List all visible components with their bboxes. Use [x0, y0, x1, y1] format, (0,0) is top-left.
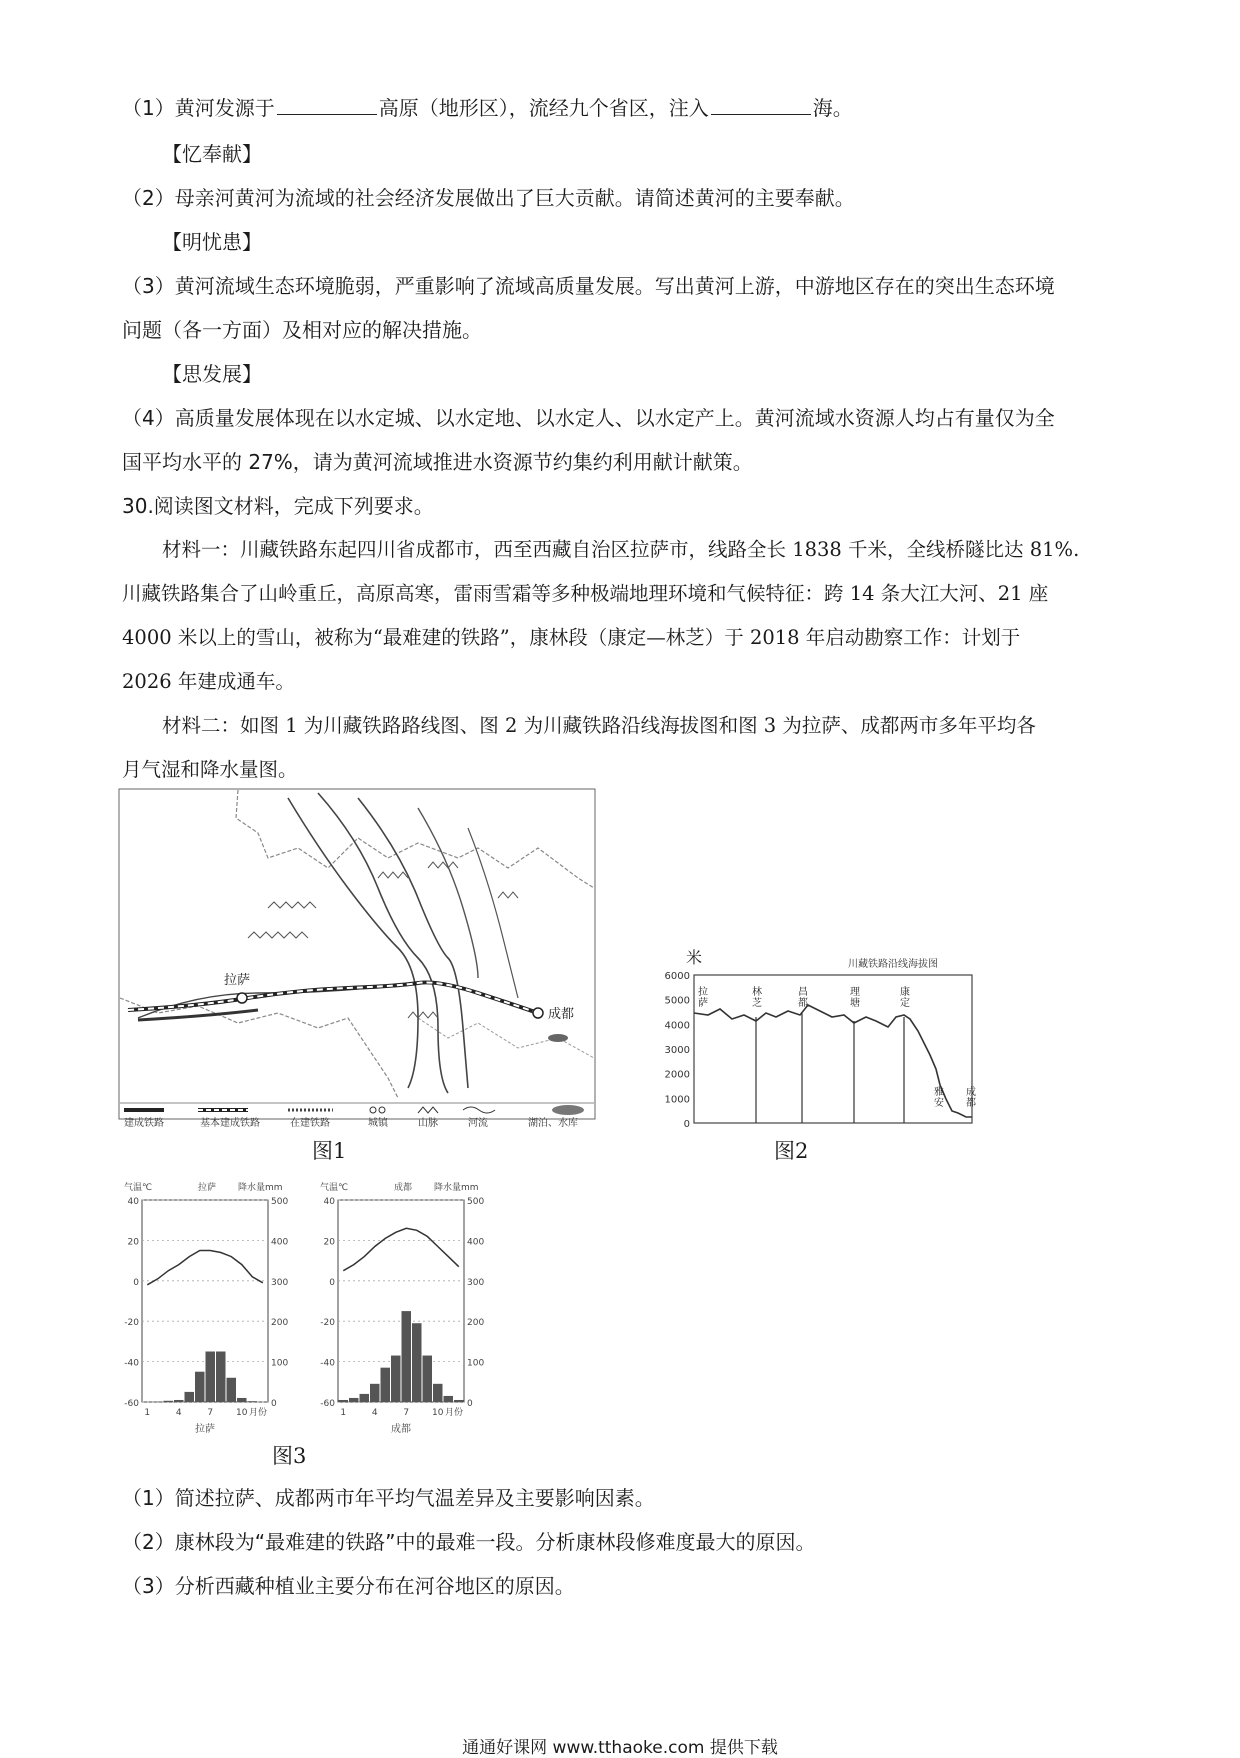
- lake-icon: [548, 1034, 568, 1042]
- temp-tick: -20: [320, 1318, 335, 1328]
- material2-line2: 月气湿和降水量图。: [122, 758, 1132, 782]
- precip-bar: [402, 1311, 412, 1402]
- station-label: 康定: [900, 985, 910, 1009]
- city-name-label: 成都: [394, 1181, 412, 1193]
- precip-tick: 400: [467, 1237, 484, 1247]
- elevation-profile-line: [694, 1005, 972, 1117]
- temp-tick: 40: [324, 1197, 336, 1207]
- month-tick: 月份: [445, 1406, 463, 1418]
- climate-chart-lhasa: [124, 1181, 288, 1435]
- material1-line1: 材料一：川藏铁路东起四川省成都市，西至西藏自治区拉萨市，线路全长 1838 千米，全线桥隧比达 81%.: [162, 538, 1172, 562]
- legend-label-under-construction: 在建铁路: [290, 1116, 330, 1129]
- figure2-caption: 图2: [774, 1135, 808, 1165]
- precip-bar: [216, 1352, 226, 1403]
- precip-bar: [248, 1401, 258, 1402]
- section-heading-contribution: 【忆奉献】: [162, 142, 1172, 166]
- material1-line2: 川藏铁路集合了山岭重丘，高原高寒，雷雨雪霜等多种极端地理环境和气候特征：跨 14 条大江大河、21 座: [122, 582, 1132, 606]
- precip-tick: 200: [271, 1318, 288, 1328]
- station-label: 林芝: [752, 985, 762, 1009]
- elevation-profile-chart: [648, 945, 988, 1135]
- station-label: 理塘: [850, 986, 860, 1009]
- precip-tick: 0: [271, 1399, 277, 1409]
- temp-tick: 0: [329, 1278, 335, 1288]
- city-name-label: 拉萨: [198, 1181, 216, 1193]
- section-heading-development: 【思发展】: [162, 362, 1172, 386]
- figure3-caption: 图3: [272, 1440, 306, 1470]
- precip-bar: [185, 1392, 195, 1402]
- temp-tick: -20: [124, 1318, 139, 1328]
- precip-tick: 400: [271, 1237, 288, 1247]
- elevation-y-tick: 6000: [665, 971, 690, 982]
- elevation-unit-label: 米: [686, 948, 702, 967]
- elevation-y-tick: 4000: [665, 1020, 690, 1031]
- precip-bar: [391, 1356, 401, 1402]
- legend-label-mountain: 山脉: [418, 1116, 438, 1129]
- elevation-y-tick: 5000: [665, 996, 690, 1007]
- q29-part2: （2）母亲河黄河为流域的社会经济发展做出了巨大贡献。请简述黄河的主要奉献。: [122, 186, 1132, 210]
- month-tick: 月份: [249, 1406, 267, 1418]
- q30-part2: （2）康林段为“最难建的铁路”中的最难一段。分析康林段修难度最大的原因。: [122, 1530, 1132, 1554]
- precip-bar: [206, 1352, 216, 1403]
- station-label: 雅安: [934, 1085, 944, 1109]
- temperature-line: [343, 1228, 459, 1270]
- precip-bar: [195, 1372, 205, 1402]
- station-label: 拉萨: [698, 985, 708, 1009]
- precip-bar: [454, 1400, 464, 1402]
- precip-bar: [164, 1401, 174, 1402]
- elevation-stations: [698, 985, 976, 1123]
- elevation-y-tick: 3000: [665, 1045, 690, 1056]
- month-tick: 1: [144, 1408, 150, 1418]
- temp-tick: -60: [320, 1399, 335, 1409]
- legend-label-nearly-built: 基本建成铁路: [200, 1116, 260, 1129]
- precip-bar: [381, 1368, 391, 1402]
- precip-axis-label: 降水量mm: [238, 1181, 283, 1193]
- precip-tick: 100: [271, 1359, 288, 1369]
- city-lhasa-label: 拉萨: [224, 972, 250, 988]
- temp-tick: -40: [320, 1359, 335, 1369]
- temp-tick: 20: [128, 1237, 140, 1247]
- q30-title: 30.阅读图文材料，完成下列要求。: [122, 494, 1132, 518]
- precip-bar: [227, 1378, 237, 1402]
- month-tick: 10: [432, 1408, 444, 1418]
- q29-part4-line2: 国平均水平的 27%，请为黄河流域推进水资源节约集约利用献计献策。: [122, 450, 1132, 474]
- q29-part4-line1: （4）高质量发展体现在以水定城、以水定地、以水定人、以水定产上。黄河流域水资源人均占有量仅为全: [122, 406, 1132, 430]
- precip-tick: 300: [271, 1278, 288, 1288]
- month-tick: 4: [372, 1408, 378, 1418]
- q29-part3-line1: （3）黄河流域生态环境脆弱，严重影响了流域高质量发展。写出黄河上游，中游地区存在的突出生态环境: [122, 274, 1132, 298]
- station-label: 昌都: [798, 986, 808, 1009]
- elevation-y-tick: 1000: [665, 1094, 690, 1105]
- city-chengdu-marker: [533, 1008, 543, 1018]
- climate-chart-chengdu: [320, 1181, 484, 1435]
- material1-line3: 4000 米以上的雪山，被称为“最难建的铁路”，康林段（康定—林芝）于 2018 年启动勘察工作：计划于: [122, 626, 1132, 650]
- month-tick: 4: [176, 1408, 182, 1418]
- precip-bar: [360, 1394, 370, 1402]
- temp-tick: -40: [124, 1359, 139, 1369]
- city-chengdu-label: 成都: [548, 1006, 574, 1022]
- precip-bar: [444, 1396, 454, 1402]
- station-label: 成都: [966, 1085, 976, 1109]
- map-legend: [124, 1105, 584, 1129]
- temp-tick: 40: [128, 1197, 140, 1207]
- legend-label-town: 城镇: [368, 1116, 389, 1129]
- precip-bar: [174, 1400, 184, 1402]
- month-tick: 7: [403, 1408, 409, 1418]
- precip-tick: 500: [467, 1197, 484, 1207]
- section-heading-worries: 【明忧患】: [162, 230, 1172, 254]
- precip-bar: [433, 1384, 443, 1402]
- temp-axis-label: 气温℃: [320, 1181, 348, 1193]
- precip-bar: [339, 1400, 349, 1402]
- precip-tick: 100: [467, 1359, 484, 1369]
- temp-tick: 0: [133, 1278, 139, 1288]
- precip-tick: 300: [467, 1278, 484, 1288]
- month-tick: 7: [207, 1408, 213, 1418]
- precip-tick: 200: [467, 1318, 484, 1328]
- elevation-y-tick: 0: [684, 1119, 690, 1130]
- precip-tick: 0: [467, 1399, 473, 1409]
- city-caption: 成都: [391, 1422, 411, 1435]
- temp-tick: 20: [324, 1237, 336, 1247]
- city-caption: 拉萨: [195, 1422, 215, 1435]
- figure1-caption: 图1: [312, 1135, 346, 1165]
- q30-part3: （3）分析西藏种植业主要分布在河谷地区的原因。: [122, 1574, 1132, 1598]
- precip-bar: [349, 1398, 359, 1402]
- temperature-line: [147, 1251, 262, 1285]
- q30-part1: （1）简述拉萨、成都两市年平均气温差异及主要影响因素。: [122, 1486, 1132, 1510]
- climate-charts: [118, 1178, 558, 1438]
- precip-bar: [423, 1356, 433, 1402]
- legend-label-lake: 湖泊、水库: [528, 1116, 578, 1129]
- material1-line4: 2026 年建成通车。: [122, 670, 1132, 694]
- precip-tick: 500: [271, 1197, 288, 1207]
- answer-blank-2[interactable]: [711, 96, 811, 115]
- q29-part1: （1）黄河发源于 高原（地形区），流经九个省区，注入 海。: [122, 96, 1132, 120]
- precip-bar: [412, 1323, 422, 1402]
- precip-bar: [370, 1384, 380, 1402]
- precip-bar: [237, 1398, 247, 1402]
- temp-axis-label: 气温℃: [124, 1181, 152, 1193]
- legend-label-built: 建成铁路: [124, 1116, 164, 1129]
- precip-axis-label: 降水量mm: [434, 1181, 479, 1193]
- elevation-y-tick: 2000: [665, 1070, 690, 1081]
- month-tick: 10: [236, 1408, 248, 1418]
- month-tick: 1: [340, 1408, 346, 1418]
- city-lhasa-marker: [237, 993, 247, 1003]
- elevation-chart-title: 川藏铁路沿线海拔图: [848, 957, 938, 970]
- q29-part3-line2: 问题（各一方面）及相对应的解决措施。: [122, 318, 1132, 342]
- railway-route-map: [118, 788, 598, 1130]
- elevation-y-ticks: [665, 971, 690, 1130]
- page-footer: 通通好课网 www.tthaoke.com 提供下载: [0, 1733, 1240, 1758]
- legend-label-river: 河流: [468, 1116, 488, 1129]
- material2-line1: 材料二：如图 1 为川藏铁路路线图、图 2 为川藏铁路沿线海拔图和图 3 为拉萨、成都两市多年平均各: [162, 714, 1172, 738]
- temp-tick: -60: [124, 1399, 139, 1409]
- answer-blank-1[interactable]: [277, 96, 377, 115]
